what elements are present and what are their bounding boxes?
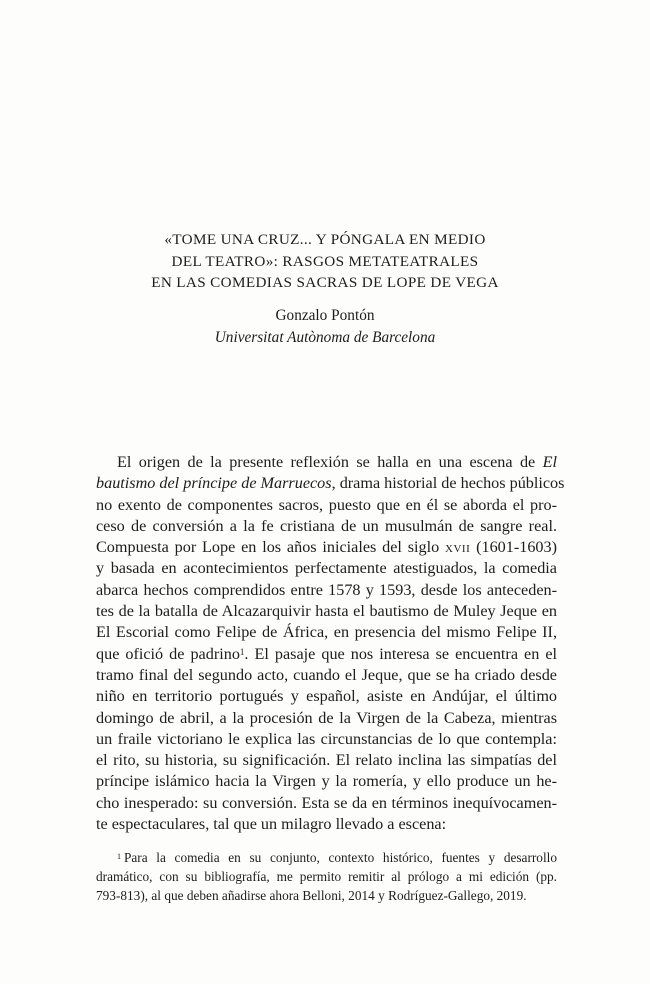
italic-span: El: [542, 453, 557, 471]
text-span: que ofició de padrino: [96, 644, 240, 663]
article-title: [0, 229, 650, 294]
title-line-1: «TOME UNA CRUZ... Y PÓNGALA EN MEDIO: [164, 231, 486, 248]
body-line: niño en territorio portugués y español, asiste en Andújar, el último: [96, 687, 557, 706]
text-span: El origen de la presente reflexión se halla en una escena de: [117, 453, 543, 471]
footnote-line: dramático, con su bibliografía, me permito remitir al prólogo a mi edición (pp.: [96, 869, 557, 884]
body-line: tes de la batalla de Alcazarquivir hasta el bautismo de Muley Jeque en: [96, 602, 557, 621]
body-line: te espectaculares, tal que un milagro llevado a escena:: [96, 815, 447, 834]
footnote-line: [96, 848, 557, 867]
body-line: no exento de componentes sacros, puesto que en él se aborda el pro-: [96, 495, 557, 514]
body-line: y basada en acontecimientos perfectamente atestiguados, la comedia: [96, 559, 557, 578]
body-line: el rito, su historia, su significación. El relato inclina las simpatías del: [96, 751, 557, 770]
body-line: abarca hechos comprendidos entre 1578 y 1593, desde los anteceden-: [96, 580, 557, 599]
footnote-reference[interactable]: 1: [239, 646, 245, 657]
author-name: Gonzalo Pontón: [275, 307, 375, 324]
footnote-line: 793-813), al que deben añadirse ahora Belloni, 2014 y Rodríguez-Gallego, 2019.: [96, 888, 527, 903]
footnote-mark: 1: [117, 852, 121, 861]
body-line: [96, 473, 565, 494]
text-span: , drama historial de hechos públicos: [331, 474, 565, 493]
text-span: Compuesta por Lope en los años iniciales del siglo: [96, 538, 446, 557]
body-line: príncipe islámico hacia la Virgen y la romería, y ello produce un he-: [96, 772, 557, 791]
title-line-2: DEL TEATRO»: RASGOS METATEATRALES: [171, 252, 479, 270]
text-span: (1601-1603): [470, 538, 558, 557]
body-line: domingo de abril, a la procesión de la Virgen de la Cabeza, mientras: [96, 708, 557, 727]
body-line: cho inesperado: su conversión. Esta se da en términos inequívocamen-: [96, 793, 557, 812]
footnote: [96, 848, 557, 905]
body-line: El Escorial como Felipe de África, en presencia del mismo Felipe II,: [96, 623, 557, 642]
body-paragraph: [96, 452, 565, 835]
body-line: ceso de conversión a la fe cristiana de un musulmán de sangre real.: [96, 516, 557, 535]
body-line: tramo final del segundo acto, cuando el Jeque, que se ha criado desde: [96, 665, 557, 684]
text-span: . El pasaje que nos interesa se encuentra en el: [244, 644, 557, 663]
body-line: un fraile victoriano le explica las circunstancias de lo que contempla:: [96, 729, 557, 748]
author-affiliation: Universitat Autònoma de Barcelona: [214, 329, 436, 346]
text-span: Para la comedia en su conjunto, contexto histórico, fuentes y desarrollo: [124, 850, 557, 865]
century-numeral: xvii: [445, 538, 471, 557]
body-line: [96, 537, 557, 558]
title-line-3: EN LAS COMEDIAS SACRAS DE LOPE DE VEGA: [151, 274, 499, 291]
body-line: [96, 452, 557, 473]
italic-span: bautismo del príncipe de Marruecos: [96, 474, 332, 493]
body-line: [96, 644, 557, 665]
